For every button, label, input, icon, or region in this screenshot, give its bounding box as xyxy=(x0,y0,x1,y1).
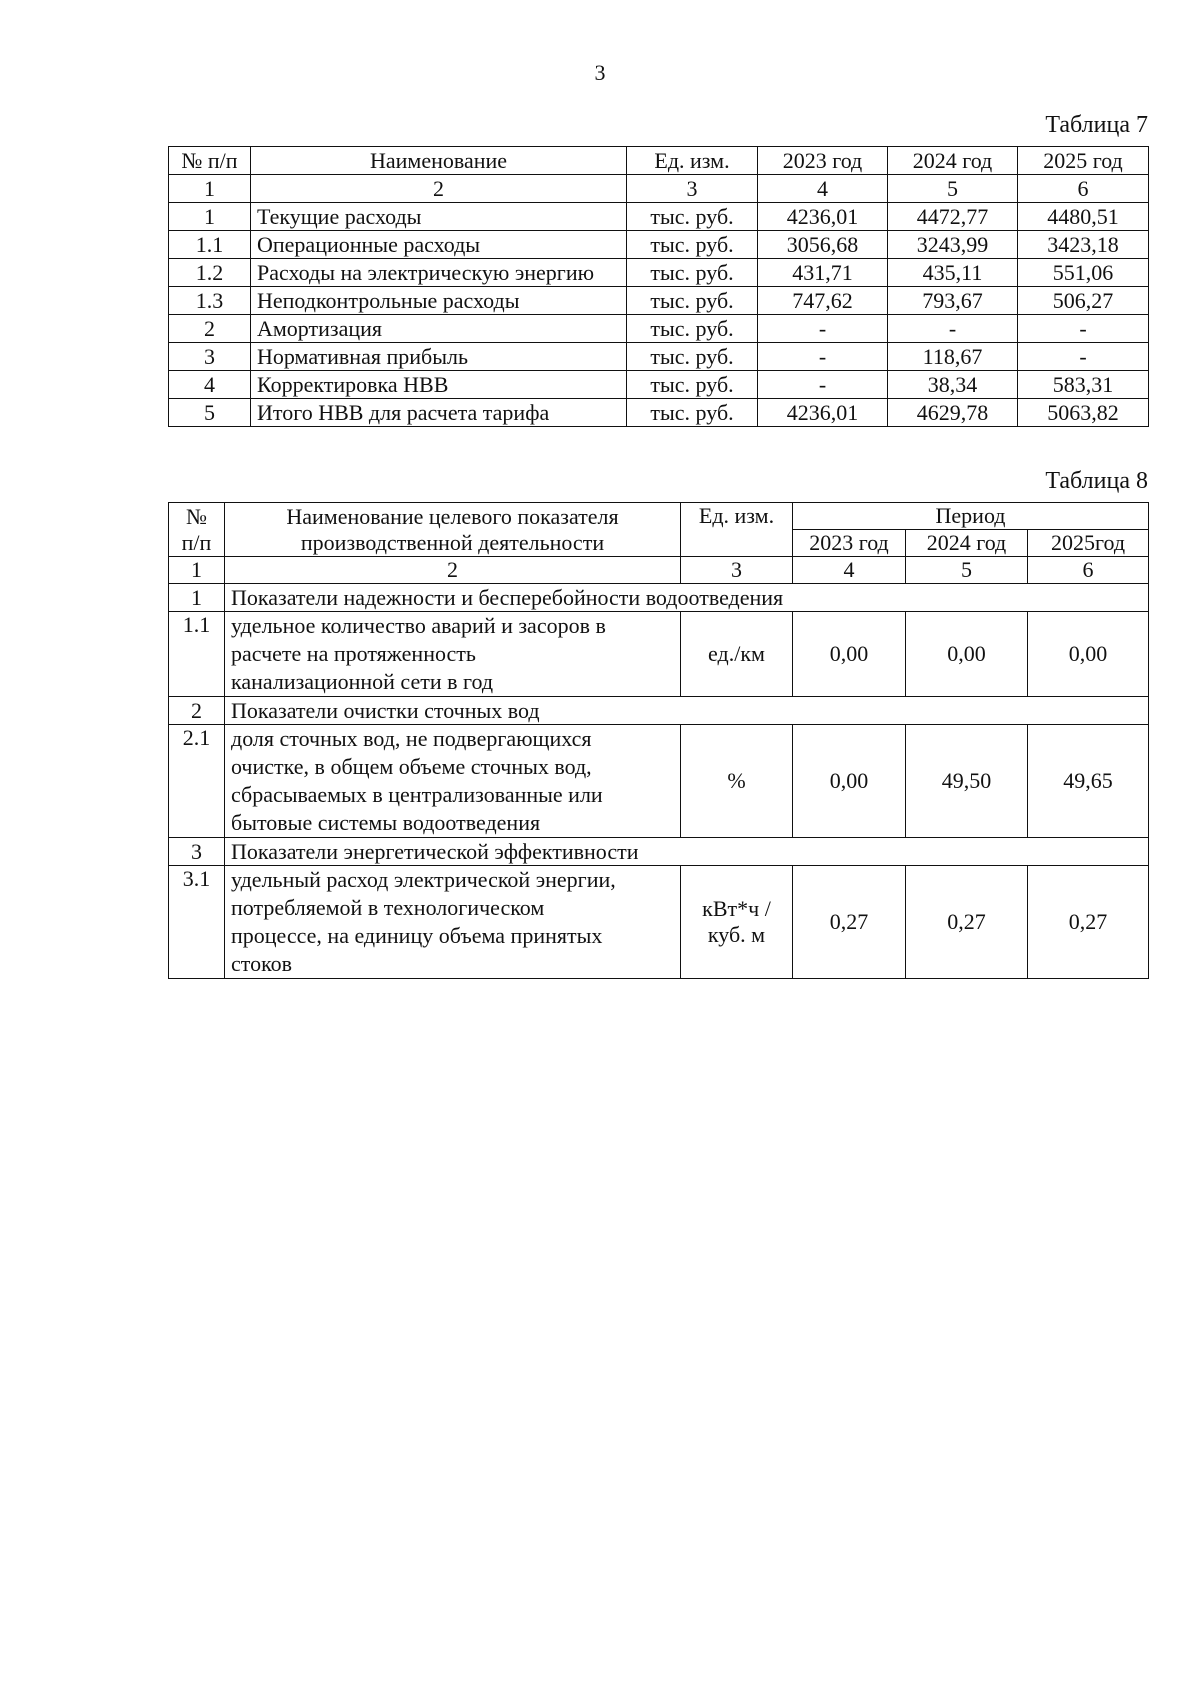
table-cell: тыс. руб. xyxy=(627,343,758,371)
table-cell: Расходы на электрическую энергию xyxy=(251,259,627,287)
table-cell: 1 xyxy=(169,175,251,203)
table8-header-row xyxy=(169,503,1149,530)
item-name-line: удельное количество аварий и засоров в xyxy=(231,613,606,638)
t7-header-num: № п/п xyxy=(169,147,251,175)
table-cell: тыс. руб. xyxy=(627,203,758,231)
table-cell: 3243,99 xyxy=(888,231,1018,259)
t8-header-num-line1: № xyxy=(186,503,207,529)
t8-header-num-line2: п/п xyxy=(181,529,212,555)
table8-caption: Таблица 8 xyxy=(1045,468,1148,494)
table-cell: 4 xyxy=(758,175,888,203)
table-cell: 5 xyxy=(906,557,1028,584)
item-num: 3.1 xyxy=(169,866,225,979)
t8-header-2025: 2025год xyxy=(1028,530,1149,557)
item-num: 2.1 xyxy=(169,725,225,838)
table7-index-row xyxy=(169,175,1149,203)
table-row xyxy=(169,287,1149,315)
table-cell: 1.3 xyxy=(169,287,251,315)
t8-header-name-line2: производственной деятельности xyxy=(300,529,605,555)
table-cell: 2 xyxy=(225,557,681,584)
table-cell: 4480,51 xyxy=(1018,203,1149,231)
table-row xyxy=(169,612,1149,697)
item-name xyxy=(225,725,681,838)
table7 xyxy=(168,146,1149,427)
t8-header-2024: 2024 год xyxy=(906,530,1028,557)
table-cell: 1 xyxy=(169,203,251,231)
item-num: 1.1 xyxy=(169,612,225,697)
table-cell: - xyxy=(888,315,1018,343)
item-unit: ед./км xyxy=(681,612,793,697)
table7-header-row xyxy=(169,147,1149,175)
item-value-2024: 0,27 xyxy=(906,866,1028,979)
table-cell: 1 xyxy=(169,557,225,584)
item-value-2023: 0,00 xyxy=(793,725,906,838)
table-cell: 435,11 xyxy=(888,259,1018,287)
table-cell: Корректировка НВВ xyxy=(251,371,627,399)
section-row xyxy=(169,838,1149,866)
section-num: 1 xyxy=(169,584,225,612)
table-cell: тыс. руб. xyxy=(627,399,758,427)
table-cell: 3056,68 xyxy=(758,231,888,259)
t7-header-name: Наименование xyxy=(251,147,627,175)
table-cell: 1.1 xyxy=(169,231,251,259)
item-name xyxy=(225,866,681,979)
table-cell: 4629,78 xyxy=(888,399,1018,427)
table-row xyxy=(169,399,1149,427)
table-row xyxy=(169,231,1149,259)
item-name-line: стоков xyxy=(231,951,293,976)
table-cell: 793,67 xyxy=(888,287,1018,315)
page-number: 3 xyxy=(594,60,606,85)
table-cell: 118,67 xyxy=(888,343,1018,371)
item-unit-line1: кВт*ч / xyxy=(702,896,771,921)
t7-header-unit: Ед. изм. xyxy=(627,147,758,175)
table-cell: 2 xyxy=(251,175,627,203)
table-cell: 747,62 xyxy=(758,287,888,315)
item-name-line: потребляемой в технологическом xyxy=(231,895,545,920)
table8-index-row xyxy=(169,557,1149,584)
table-cell: 3 xyxy=(681,557,793,584)
item-value-2024: 0,00 xyxy=(906,612,1028,697)
item-value-2023: 0,00 xyxy=(793,612,906,697)
item-value-2025: 0,27 xyxy=(1028,866,1149,979)
table-row xyxy=(169,315,1149,343)
t8-header-unit: Ед. изм. xyxy=(681,503,793,557)
table-cell: 4 xyxy=(793,557,906,584)
item-name-line: сбрасываемых в централизованные или xyxy=(231,782,603,807)
table-cell: - xyxy=(1018,315,1149,343)
item-value-2025: 0,00 xyxy=(1028,612,1149,697)
section-title: Показатели энергетической эффективности xyxy=(225,838,1149,866)
table-cell: 2 xyxy=(169,315,251,343)
table-row xyxy=(169,725,1149,838)
table-cell: 5 xyxy=(169,399,251,427)
table-row xyxy=(169,259,1149,287)
item-unit: % xyxy=(681,725,793,838)
table-cell: 38,34 xyxy=(888,371,1018,399)
table-cell: 4236,01 xyxy=(758,399,888,427)
table-cell: 431,71 xyxy=(758,259,888,287)
table-cell: - xyxy=(758,343,888,371)
t7-header-2023: 2023 год xyxy=(758,147,888,175)
item-value-2023: 0,27 xyxy=(793,866,906,979)
table-cell: 583,31 xyxy=(1018,371,1149,399)
table-cell: тыс. руб. xyxy=(627,259,758,287)
table-cell: тыс. руб. xyxy=(627,287,758,315)
table7-caption: Таблица 7 xyxy=(1045,112,1148,138)
table-cell: 3 xyxy=(627,175,758,203)
table-cell: 551,06 xyxy=(1018,259,1149,287)
table-row xyxy=(169,866,1149,979)
table-cell: Итого НВВ для расчета тарифа xyxy=(251,399,627,427)
t8-header-name xyxy=(225,503,681,557)
section-row xyxy=(169,697,1149,725)
table-cell: Нормативная прибыль xyxy=(251,343,627,371)
table-cell: - xyxy=(758,371,888,399)
table-cell: 6 xyxy=(1028,557,1149,584)
table-cell: Операционные расходы xyxy=(251,231,627,259)
table-cell: Текущие расходы xyxy=(251,203,627,231)
table-cell: 3423,18 xyxy=(1018,231,1149,259)
item-name-line: очистке, в общем объеме сточных вод, xyxy=(231,754,592,779)
table-cell: - xyxy=(1018,343,1149,371)
table-cell: Неподконтрольные расходы xyxy=(251,287,627,315)
item-name-line: канализационной сети в год xyxy=(231,669,494,694)
table-cell: тыс. руб. xyxy=(627,231,758,259)
section-num: 2 xyxy=(169,697,225,725)
item-unit xyxy=(681,866,793,979)
table-cell: 3 xyxy=(169,343,251,371)
table-cell: 5063,82 xyxy=(1018,399,1149,427)
section-title: Показатели очистки сточных вод xyxy=(225,697,1149,725)
section-title: Показатели надежности и бесперебойности водоотведения xyxy=(225,584,1149,612)
t8-header-name-line1: Наименование целевого показателя xyxy=(286,503,619,529)
section-num: 3 xyxy=(169,838,225,866)
section-row xyxy=(169,584,1149,612)
item-value-2025: 49,65 xyxy=(1028,725,1149,838)
item-name-line: бытовые системы водоотведения xyxy=(231,810,541,835)
t8-header-2023: 2023 год xyxy=(793,530,906,557)
table-cell: 4236,01 xyxy=(758,203,888,231)
t8-header-num xyxy=(169,503,225,557)
table-cell: 4472,77 xyxy=(888,203,1018,231)
table-cell: 4 xyxy=(169,371,251,399)
table-cell: 6 xyxy=(1018,175,1149,203)
table-cell: 5 xyxy=(888,175,1018,203)
item-name xyxy=(225,612,681,697)
item-name-line: процессе, на единицу объема принятых xyxy=(231,923,603,948)
item-name-line: удельный расход электрической энергии, xyxy=(231,867,616,892)
table-cell: 506,27 xyxy=(1018,287,1149,315)
t7-header-2024: 2024 год xyxy=(888,147,1018,175)
table8 xyxy=(168,502,1149,979)
table-cell: - xyxy=(758,315,888,343)
table-cell: тыс. руб. xyxy=(627,315,758,343)
table-row xyxy=(169,203,1149,231)
t8-header-period: Период xyxy=(793,503,1149,530)
t7-header-2025: 2025 год xyxy=(1018,147,1149,175)
table-cell: 1.2 xyxy=(169,259,251,287)
item-unit-line2: куб. м xyxy=(707,922,766,947)
item-name-line: доля сточных вод, не подвергающихся xyxy=(231,726,592,751)
table-cell: Амортизация xyxy=(251,315,627,343)
table-row xyxy=(169,343,1149,371)
item-value-2024: 49,50 xyxy=(906,725,1028,838)
table-cell: тыс. руб. xyxy=(627,371,758,399)
table-row xyxy=(169,371,1149,399)
item-name-line: расчете на протяженность xyxy=(231,641,476,666)
